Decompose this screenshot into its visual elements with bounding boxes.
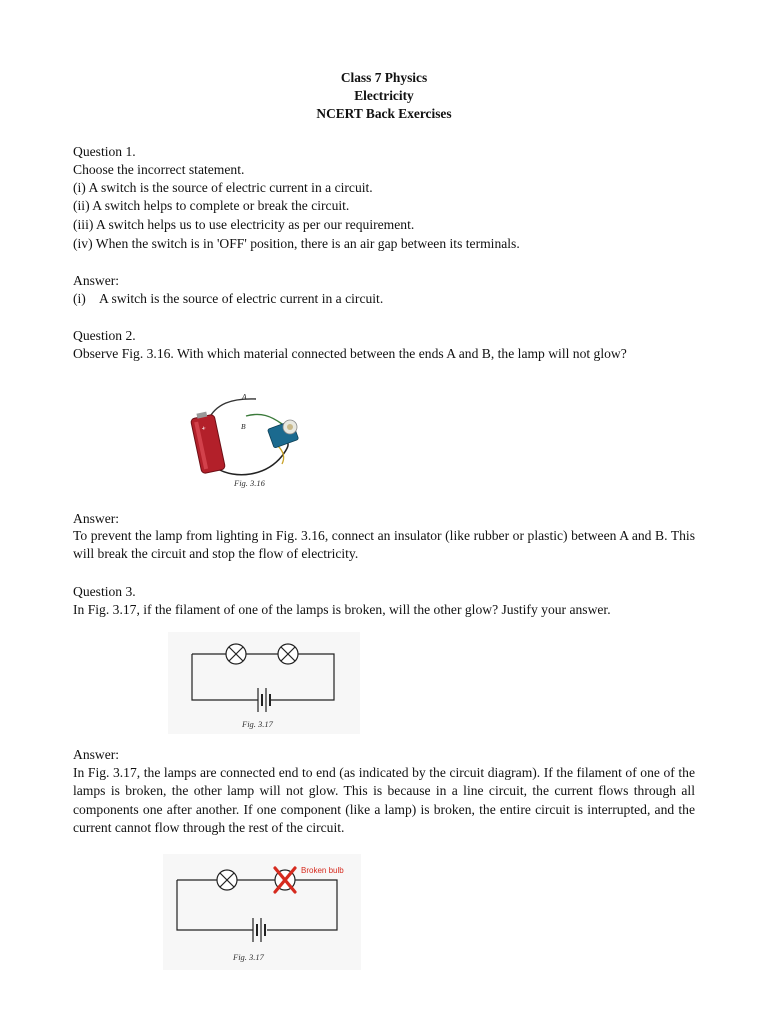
lamp-1 bbox=[226, 644, 246, 664]
q2-title: Question 2. bbox=[73, 328, 136, 343]
q1-prompt: Choose the incorrect statement. bbox=[73, 162, 245, 177]
figure-3-16 bbox=[186, 386, 316, 492]
broken-lamp bbox=[275, 868, 295, 892]
q1-title: Question 1. bbox=[73, 144, 136, 159]
point-b-label: B bbox=[241, 422, 246, 431]
point-a-label: A bbox=[242, 392, 247, 401]
figure-3-17-broken bbox=[163, 854, 361, 970]
figure-3-17-a bbox=[168, 632, 360, 734]
q1-option-1: (i) A switch is the source of electric current in a circuit. bbox=[73, 180, 373, 195]
q3-title: Question 3. bbox=[73, 584, 136, 599]
wire-from-b bbox=[246, 414, 282, 424]
svg-text:+: + bbox=[201, 425, 207, 433]
battery-cell bbox=[190, 410, 226, 474]
q3-answer-label: Answer: bbox=[73, 747, 120, 762]
fig-3-17-caption: Fig. 3.17 bbox=[242, 719, 273, 729]
q3-prompt: In Fig. 3.17, if the filament of one of the lamps is broken, will the other glow? Justify your answer. bbox=[73, 602, 611, 617]
q2-answer-label: Answer: bbox=[73, 511, 120, 526]
q2-prompt: Observe Fig. 3.16. With which material connected between the ends A and B, the lamp will not glow? bbox=[73, 346, 627, 361]
header-chapter: Electricity bbox=[354, 88, 414, 103]
lamp-1 bbox=[217, 870, 237, 890]
header-class: Class 7 Physics bbox=[340, 70, 428, 85]
q2-answer-text: To prevent the lamp from lighting in Fig. 3.16, connect an insulator (like rubber or plastic) between A and B. This will break the circuit and stop the flow of electricity. bbox=[73, 528, 695, 562]
header-subtitle: NCERT Back Exercises bbox=[316, 106, 452, 121]
q1-answer-text: A switch is the source of electric current in a circuit. bbox=[99, 291, 384, 306]
q1-answer-number: (i) bbox=[73, 291, 86, 306]
q1-option-4: (iv) When the switch is in 'OFF' position, there is an air gap between its terminals. bbox=[73, 236, 520, 251]
q3-answer-text: In Fig. 3.17, the lamps are connected end to end (as indicated by the circuit diagram). If the filament of one of the lamps is broken, the other lamp will not glow. This is because in a line circuit, the current flows through all components one after another. If one component (like a lamp) is broken, the entire circuit is interrupted, and the current cannot flow through the rest of the circuit. bbox=[73, 765, 695, 836]
wire-to-a bbox=[208, 399, 256, 420]
fig-3-16-caption: Fig. 3.16 bbox=[234, 478, 265, 488]
fig-3-17-broken-caption: Fig. 3.17 bbox=[233, 952, 264, 962]
lamp-2 bbox=[278, 644, 298, 664]
broken-bulb-label: Broken bulb bbox=[301, 866, 344, 875]
document-header bbox=[0, 69, 768, 123]
q1-option-2: (ii) A switch helps to complete or break the circuit. bbox=[73, 198, 350, 213]
q1-answer bbox=[73, 290, 383, 308]
q1-answer-label: Answer: bbox=[73, 273, 120, 288]
q1-option-3: (iii) A switch helps us to use electricity as per our requirement. bbox=[73, 217, 415, 232]
